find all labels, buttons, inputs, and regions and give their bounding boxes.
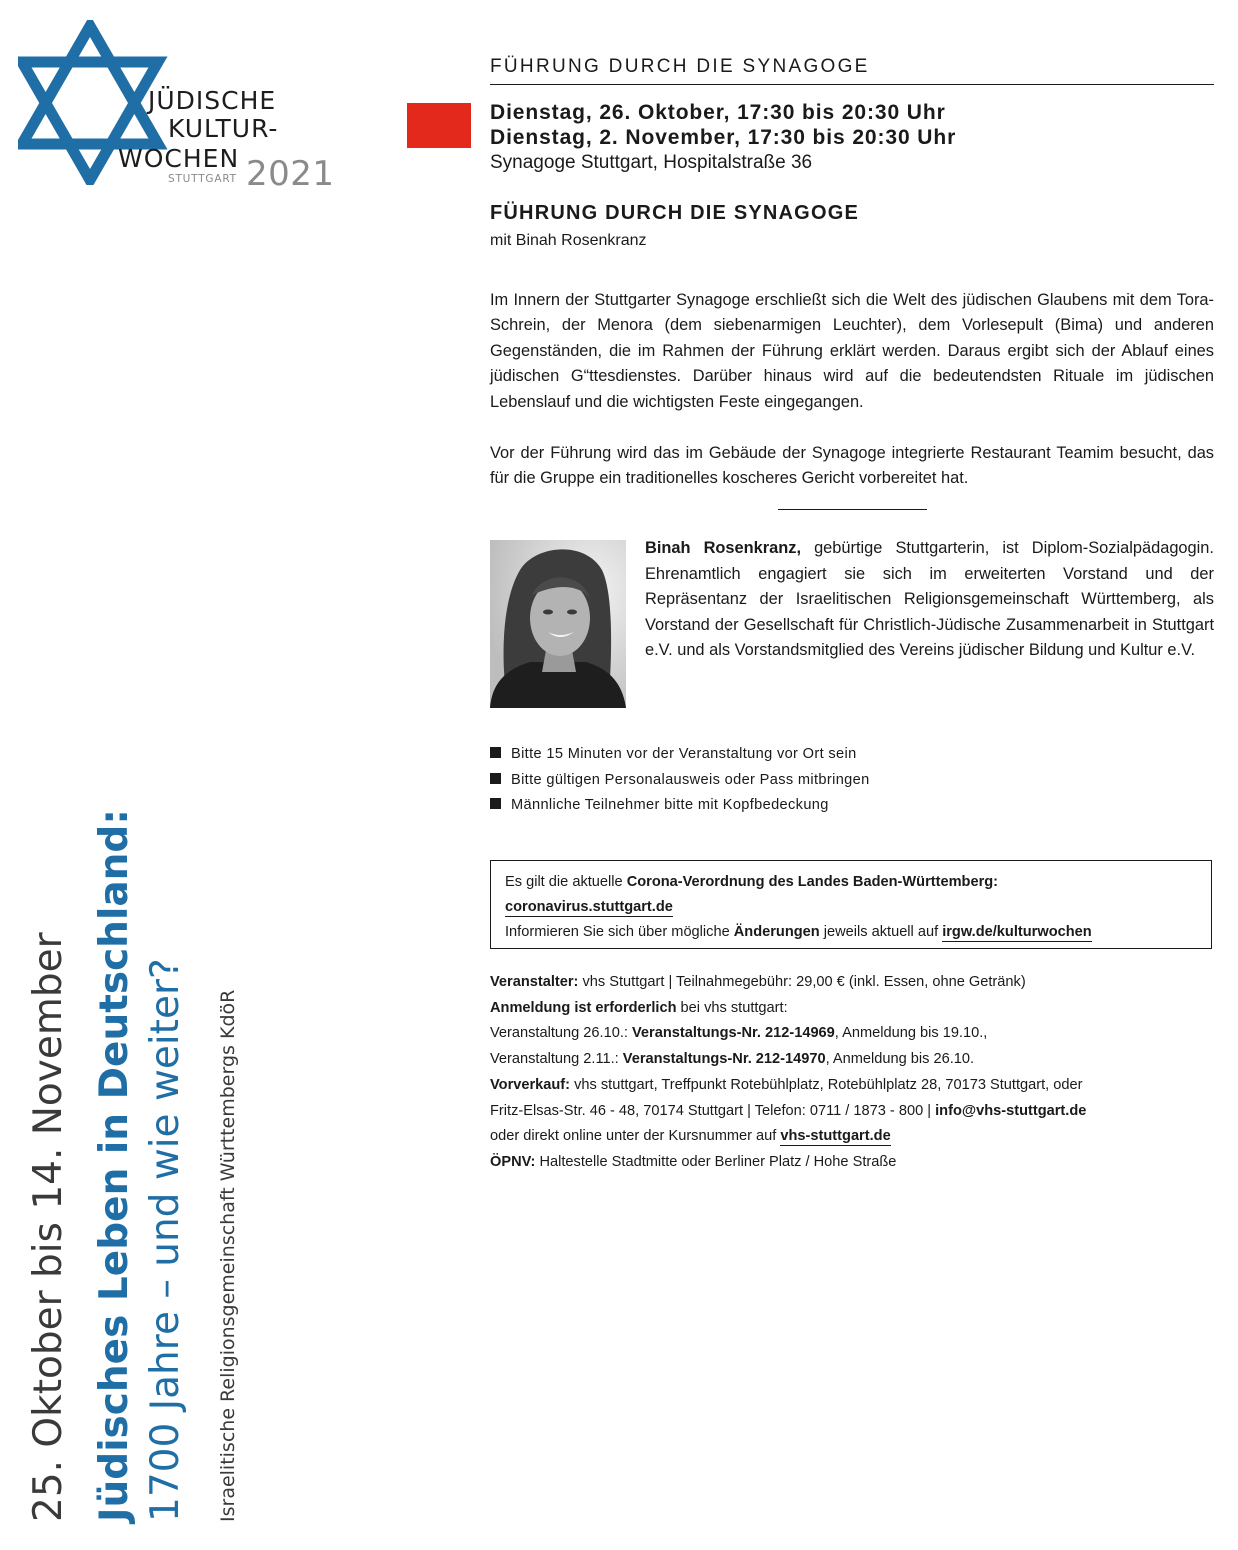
event-date-2: Dienstag, 2. November, 17:30 bis 20:30 Uhr <box>490 126 957 149</box>
info-label: Vorverkauf: <box>490 1076 571 1093</box>
info-text: vhs stuttgart, Treffpunkt Rotebühlplatz, Rotebühlplatz 28, 70173 Stuttgart, oder <box>570 1076 1083 1093</box>
bullet-square-icon <box>490 798 501 809</box>
logo-text-line3: WOCHEN <box>118 144 240 173</box>
info-text: Veranstaltung 26.10.: <box>490 1025 632 1042</box>
notice-strong: Corona-Verordnung des Landes Baden-Württemberg: <box>626 874 999 890</box>
event-number: Veranstaltungs-Nr. 212-14970 <box>622 1051 826 1068</box>
info-text: bei vhs stuttgart: <box>676 999 788 1016</box>
speaker-bio-text: gebürtige Stuttgarterin, ist Diplom-Sozialpädagogin. Ehrenamtlich engagiert sie sich im erweiterten Vorstand und der Repräsentanz der Israelitischen Religionsgemeinschaft Württemberg, als Vorstand der Gesellschaft für Christlich-Jüdische Zusammenarbeit in Stuttgart e.V. und als Vorstandsmitglied des Vereins jüdischer Bildung und Kultur e.V. <box>645 539 1214 659</box>
side-subline: 1700 Jahre – und wie weiter? <box>143 958 188 1522</box>
section-label: FÜHRUNG DURCH DIE SYNAGOGE <box>490 56 870 77</box>
short-divider <box>778 509 927 510</box>
logo-year: 2021 <box>246 154 335 194</box>
festival-logo <box>18 20 348 194</box>
info-text: , Anmeldung bis 19.10., <box>834 1025 988 1042</box>
logo-text-line1: JÜDISCHE <box>148 86 277 115</box>
portrait-photo <box>490 540 626 708</box>
corona-link[interactable]: coronavirus.stuttgart.de <box>505 899 673 915</box>
side-headline: Jüdisches Leben in Deutschland: <box>92 809 137 1522</box>
event-subtitle: mit Binah Rosenkranz <box>490 232 647 249</box>
notes-list <box>490 742 870 819</box>
bullet-square-icon <box>490 747 501 758</box>
info-text: vhs Stuttgart | Teilnahmegebühr: 29,00 € (inkl. Essen, ohne Getränk) <box>578 974 1026 990</box>
side-organizer: Israelitische Religionsgemeinschaft Württembergs KdöR <box>217 989 239 1522</box>
divider <box>490 84 1214 85</box>
event-title: FÜHRUNG DURCH DIE SYNAGOGE <box>490 202 859 224</box>
bullet-square-icon <box>490 773 501 784</box>
irgw-link[interactable]: irgw.de/kulturwochen <box>942 924 1092 940</box>
notice-text: Informieren Sie sich über mögliche <box>505 924 734 940</box>
email-link[interactable]: info@vhs-stuttgart.de <box>935 1102 1087 1119</box>
description-paragraph-1: Im Innern der Stuttgarter Synagoge erschließt sich die Welt des jüdischen Glaubens mit dem Tora-Schrein, der Menora (dem siebenarmigen Leuchter), dem Vorlesepult (Bima) und anderen Gegenständen, die im Rahmen der Führung erklärt werden. Daraus ergibt sich der Ablauf eines jüdischen G“ttesdienstes. Darüber hinaus wird auf die bedeutendsten Rituale im jüdischen Lebenslauf und die wichtigsten Feste eingegangen. <box>490 291 1214 411</box>
accent-block <box>407 103 471 148</box>
list-item <box>490 768 870 794</box>
speaker-name: Binah Rosenkranz, <box>645 539 802 557</box>
list-item-text: Männliche Teilnehmer bitte mit Kopfbedeckung <box>511 797 829 813</box>
info-text: oder direkt online unter der Kursnummer auf <box>490 1128 781 1145</box>
speaker-bio <box>645 536 1214 664</box>
info-text: Haltestelle Stadtmitte oder Berliner Platz / Hohe Straße <box>535 1153 897 1170</box>
list-item-text: Bitte 15 Minuten vor der Veranstaltung vor Ort sein <box>511 746 857 762</box>
list-item <box>490 793 870 819</box>
info-label: ÖPNV: <box>490 1153 536 1170</box>
vhs-link[interactable]: vhs-stuttgart.de <box>780 1128 891 1145</box>
notice-text: jeweils aktuell auf <box>819 924 943 940</box>
info-text: Veranstaltung 2.11.: <box>490 1051 623 1068</box>
list-item-text: Bitte gültigen Personalausweis oder Pass mitbringen <box>511 771 870 788</box>
description-paragraph-2: Vor der Führung wird das im Gebäude der Synagoge integrierte Restaurant Teamim besucht, das für die Gruppe ein traditionelles koscheres Gericht vorbereitet hat. <box>490 444 1214 488</box>
event-date-1: Dienstag, 26. Oktober, 17:30 bis 20:30 Uhr <box>490 101 946 124</box>
info-text: , Anmeldung bis 26.10. <box>825 1051 975 1068</box>
event-number: Veranstaltungs-Nr. 212-14969 <box>632 1025 835 1042</box>
event-venue: Synagoge Stuttgart, Hospitalstraße 36 <box>490 152 813 173</box>
event-info <box>490 970 1214 1176</box>
list-item <box>490 742 870 768</box>
corona-notice-box <box>490 860 1212 949</box>
info-label: Anmeldung ist erforderlich <box>490 999 677 1016</box>
logo-city: STUTTGART <box>168 173 237 185</box>
notice-strong: Änderungen <box>733 924 820 940</box>
info-text: Fritz-Elsas-Str. 46 - 48, 70174 Stuttgart | Telefon: 0711 / 1873 - 800 | <box>490 1102 936 1119</box>
logo-text-line2: KULTUR- <box>168 114 279 143</box>
notice-text: Es gilt die aktuelle <box>505 874 627 890</box>
side-dates: 25. Oktober bis 14. November <box>26 932 71 1522</box>
info-label: Veranstalter: <box>490 974 579 990</box>
